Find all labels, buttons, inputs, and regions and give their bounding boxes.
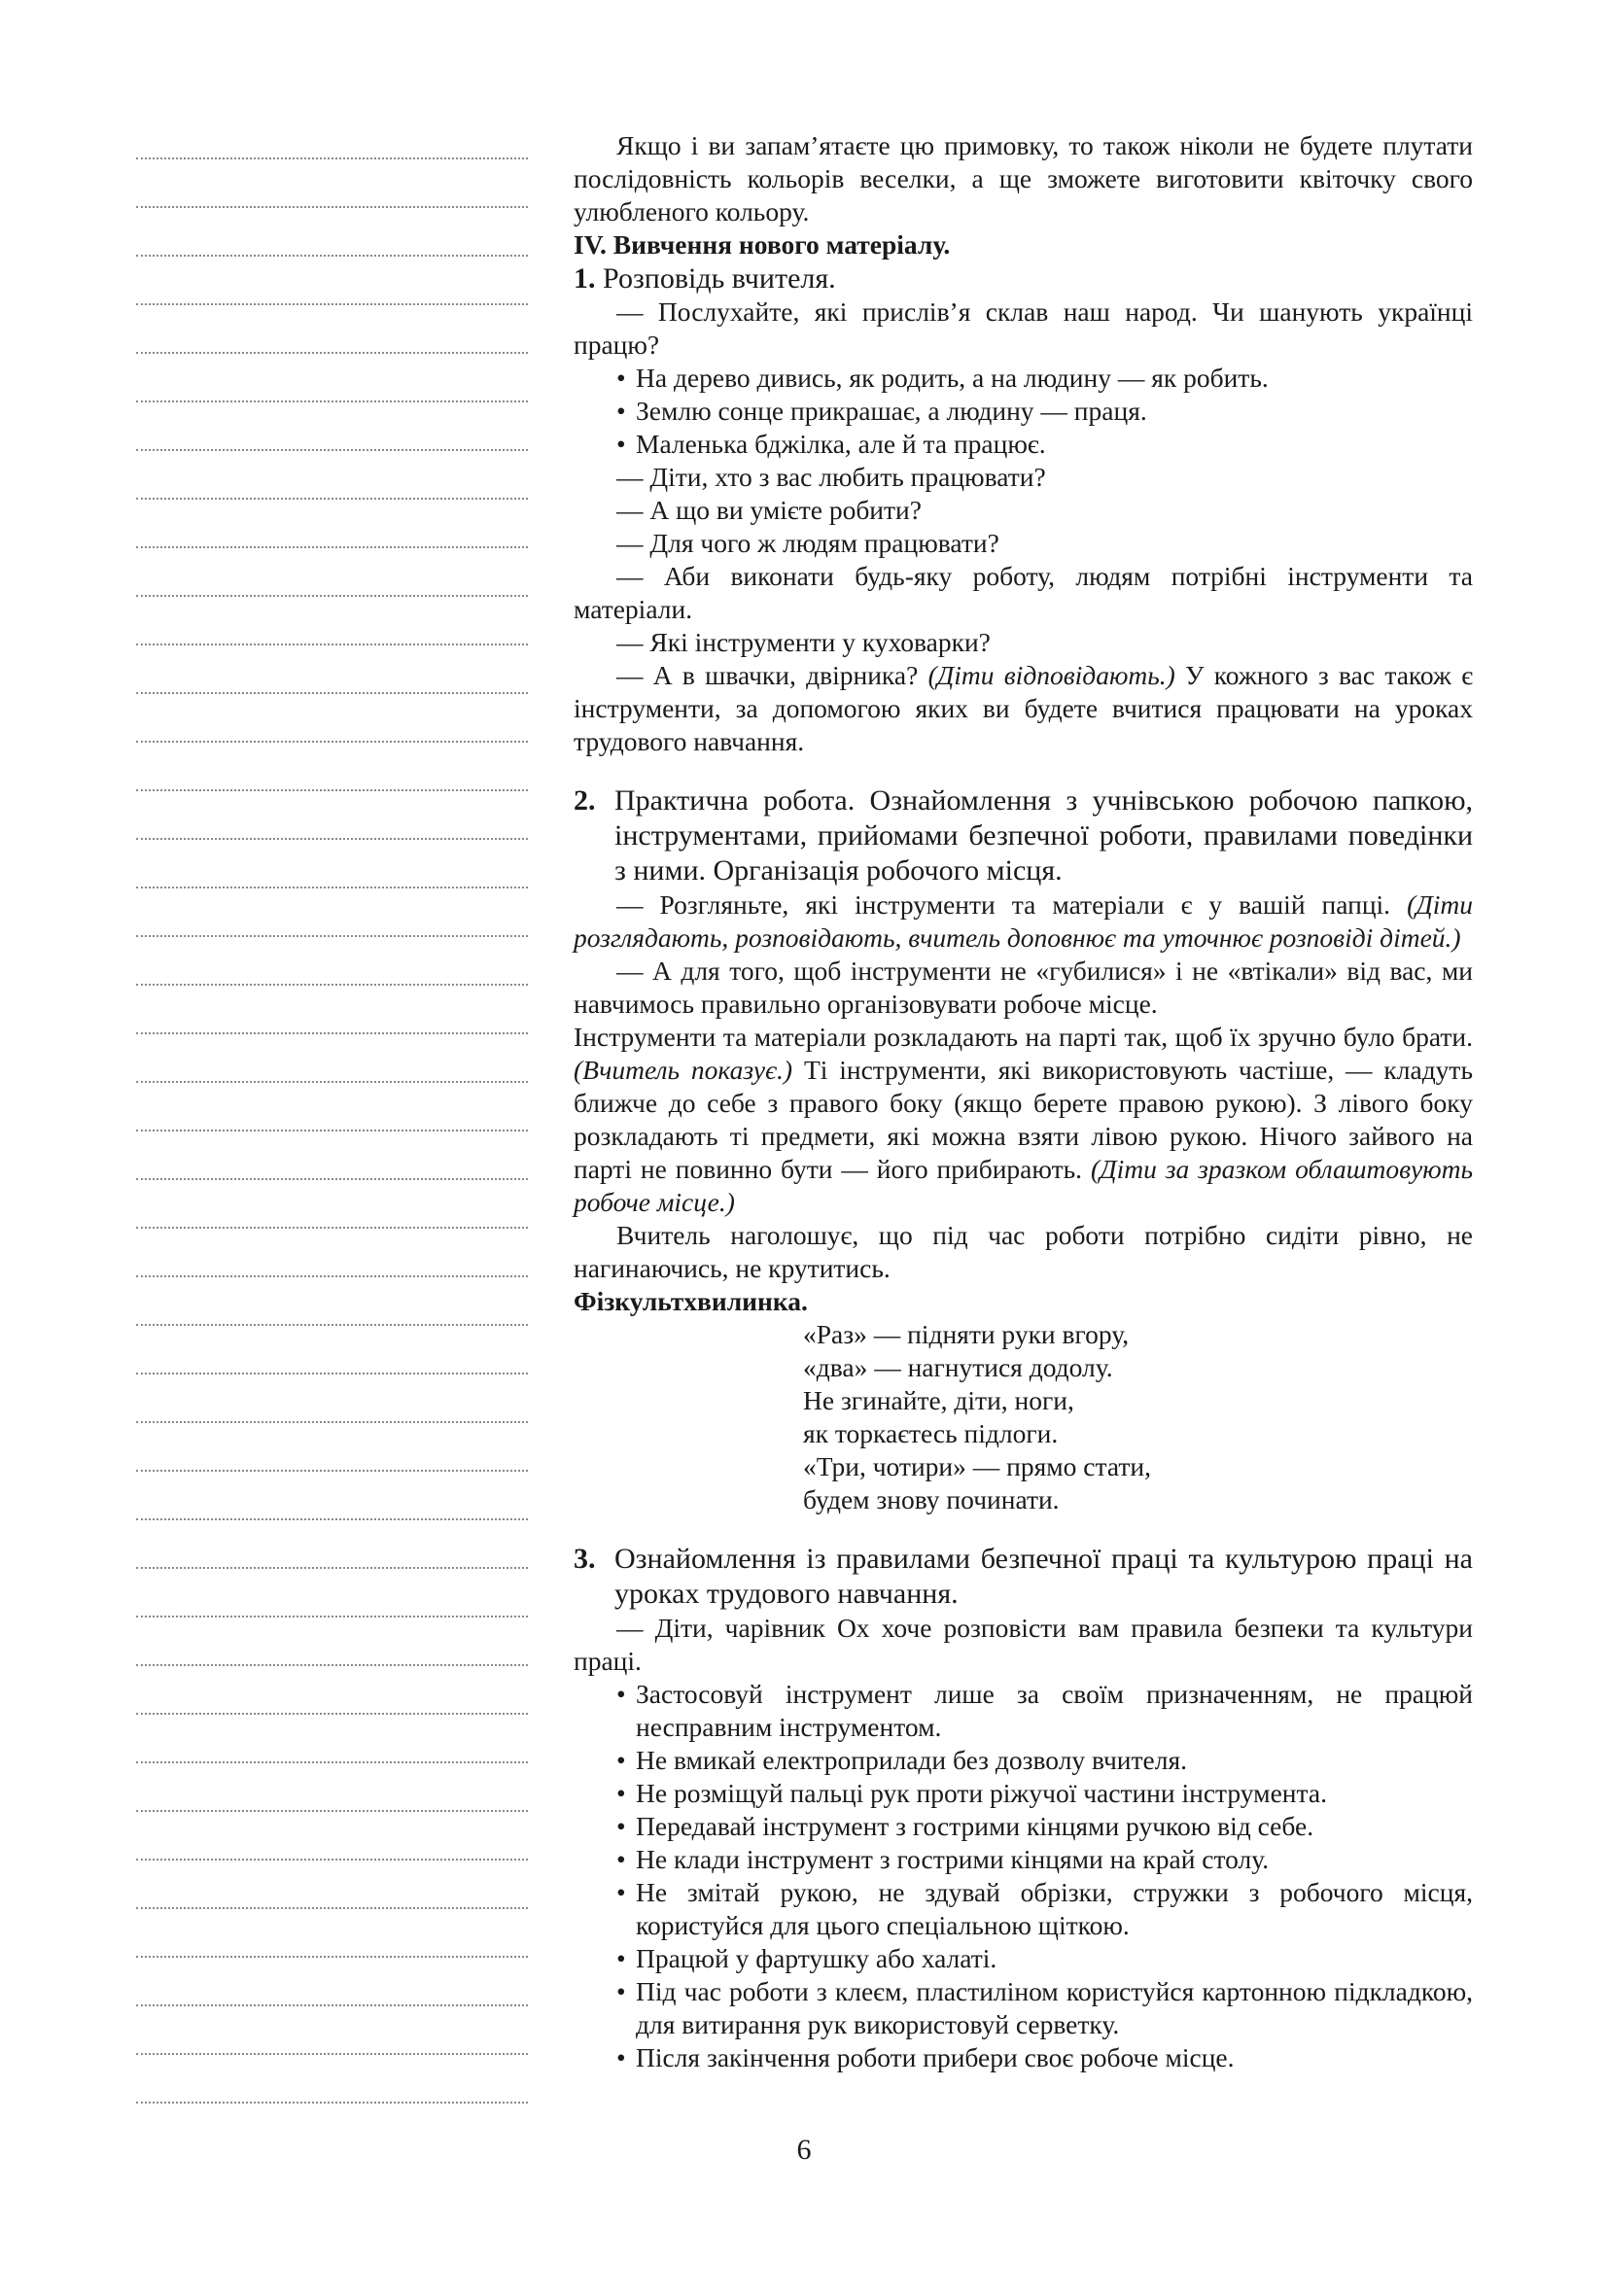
page-number: 6 — [796, 2134, 812, 2166]
item3-number: 3. — [574, 1543, 596, 1575]
note-line — [136, 157, 528, 159]
dialog-line: — Діти, хто з вас любить працювати? — [616, 462, 1046, 492]
bullet-icon: • — [616, 1745, 626, 1775]
list-item: • Після закінчення роботи прибери своє робоче місце. — [616, 2042, 1235, 2072]
note-line — [136, 1470, 528, 1472]
dialog-line: — Аби виконати будь-яку роботу, людям потрібні інструменти та матеріали. — [574, 561, 1473, 624]
bullet-icon: • — [616, 1943, 626, 1973]
item1-heading — [574, 261, 1473, 296]
note-line — [136, 2102, 528, 2104]
bullet-icon: • — [616, 429, 626, 459]
note-line — [136, 1227, 528, 1229]
item2-title: Практична робота. Ознайомлення з учнівською робочою папкою, інструментами, прийомами безпечної роботи, правилами поведінки з ними. Організація робочого місця. — [614, 784, 1473, 887]
intro-paragraph: Якщо і ви запам’ятаєте цю примовку, то також ніколи не будете плутати послідовність кольорів веселки, а ще зможете виготовити квіточку свого улюбленого кольору. — [574, 130, 1473, 226]
poem-line: «два» — нагнутися додолу. — [803, 1352, 1113, 1382]
note-line — [136, 838, 528, 840]
note-line — [136, 206, 528, 208]
list-item: • Не змітай рукою, не здувай обрізки, стружки з робочого місця, користуйся для цього спеціальною щіткою. — [616, 1877, 1473, 1940]
item2-paragraph: — А для того, щоб інструменти не «губилися» і не «втікали» від вас, ми навчимось правильно організовувати робоче місце. — [574, 956, 1473, 1019]
note-line — [136, 935, 528, 937]
dialog-line-last: — А в швачки, двірника? (Діти відповідають.) У кожного з вас також є інструменти, за допомогою яких ви будете вчитися працювати на уроках трудового навчання. — [574, 660, 1474, 756]
note-line — [136, 1956, 528, 1958]
note-line — [136, 1178, 528, 1180]
item2-paragraph: Вчитель наголошує, що під час роботи потрібно сидіти рівно, не нагинаючись, не крутитись. — [574, 1220, 1473, 1283]
rules-list — [574, 1678, 1473, 2074]
list-item: • Маленька бджілка, але й та працює. — [616, 429, 1046, 459]
note-line — [136, 546, 528, 548]
note-line — [136, 1032, 528, 1034]
note-line — [136, 2004, 528, 2006]
bullet-icon: • — [616, 1778, 626, 1808]
note-line — [136, 255, 528, 257]
list-item: • Під час роботи з клеєм, пластиліном користуйся картонною підкладкою, для витирання рук використовуй серветку. — [616, 1976, 1473, 2039]
note-line — [136, 1518, 528, 1520]
item1-number: 1. — [574, 262, 596, 295]
note-line — [136, 644, 528, 645]
note-line — [136, 1421, 528, 1423]
proverb-list — [574, 362, 1473, 461]
note-line — [136, 1567, 528, 1569]
note-line — [136, 303, 528, 305]
bullet-icon: • — [616, 1976, 626, 2006]
note-line — [136, 498, 528, 500]
list-item: • Передавай інструмент з гострими кінцями ручкою від себе. — [616, 1811, 1314, 1841]
note-line — [136, 984, 528, 986]
poem-line: «Три, чотири» — прямо стати, — [803, 1451, 1151, 1481]
dialog-line: — А що ви умієте робити? — [616, 495, 922, 525]
item1-question: — Послухайте, які прислів’я склав наш народ. Чи шанують українці працю? — [574, 296, 1473, 360]
note-line — [136, 789, 528, 791]
list-item: • На дерево дивись, як родить, а на людину — як робить. — [616, 363, 1269, 393]
item1-title: Розповідь вчителя. — [603, 262, 836, 295]
page-content — [574, 129, 1473, 2074]
list-item: • Не вмикай електроприлади без дозволу вчителя. — [616, 1745, 1187, 1775]
list-item: • Землю сонце прикрашає, а людину — праця. — [616, 396, 1147, 426]
dialog-line: — Для чого ж людям працювати? — [616, 528, 999, 558]
poem-line: як торкаєтесь підлоги. — [803, 1418, 1059, 1448]
bullet-icon: • — [616, 396, 626, 426]
note-line — [136, 449, 528, 451]
note-line — [136, 400, 528, 402]
bullet-icon: • — [616, 1679, 626, 1709]
item2-paragraph: Інструменти та матеріали розкладають на парті так, щоб їх зручно було брати. (Вчитель показує.) Ті інструменти, які використовують частіше, — кладуть ближче до себе з правого боку (якщо берете правою рукою). З лівого боку розкладають ті предмети, які можна взяти лівою рукою. Нічого зайвого на парті не повинно бути — його прибирають. (Діти за зразком облаштовують робоче місце.) — [574, 1022, 1474, 1217]
bullet-icon: • — [616, 1877, 626, 1907]
item3-intro: — Діти, чарівник Ох хоче розповісти вам правила безпеки та культури праці. — [574, 1613, 1473, 1676]
note-line — [136, 1713, 528, 1715]
note-line — [136, 741, 528, 743]
list-item: • Не розміщуй пальці рук проти ріжучої частини інструмента. — [616, 1778, 1327, 1808]
section-heading: IV. Вивчення нового матеріалу. — [574, 229, 951, 260]
bullet-icon: • — [616, 2042, 626, 2072]
note-line — [136, 1664, 528, 1666]
note-line — [136, 887, 528, 888]
note-line — [136, 1373, 528, 1374]
note-line — [136, 1810, 528, 1812]
note-line — [136, 1081, 528, 1083]
item3-title: Ознайомлення із правилами безпечної праці та культурою праці на уроках трудового навчання. — [614, 1543, 1473, 1610]
poem-line: Не згинайте, діти, ноги, — [803, 1385, 1074, 1415]
poem — [803, 1318, 1473, 1516]
note-line — [136, 595, 528, 597]
list-item: • Застосовуй інструмент лише за своїм призначенням, не працюй несправним інструментом. — [616, 1679, 1473, 1742]
bullet-icon: • — [616, 1844, 626, 1874]
list-item: • Працюй у фартушку або халаті. — [616, 1943, 997, 1973]
note-line — [136, 1130, 528, 1131]
item2-number: 2. — [574, 784, 596, 817]
item2-heading — [574, 783, 1473, 888]
item3-heading — [574, 1542, 1473, 1612]
note-line — [136, 1761, 528, 1763]
dialog-line: — Які інструменти у куховарки? — [616, 627, 991, 657]
poem-line: будем знову починати. — [803, 1484, 1060, 1514]
note-line — [136, 1616, 528, 1618]
bullet-icon: • — [616, 1811, 626, 1841]
poem-line: «Раз» — підняти руки вгору, — [803, 1319, 1130, 1349]
note-line — [136, 692, 528, 694]
physical-heading: Фізкультхвилинка. — [574, 1286, 808, 1316]
note-line — [136, 1907, 528, 1909]
note-line — [136, 352, 528, 354]
note-line — [136, 1324, 528, 1326]
note-line — [136, 1859, 528, 1861]
note-line — [136, 1275, 528, 1277]
note-line — [136, 2053, 528, 2055]
list-item: • Не клади інструмент з гострими кінцями на край столу. — [616, 1844, 1270, 1874]
item2-paragraph: — Розгляньте, які інструменти та матеріали є у вашій папці. (Діти розглядають, розповідають, вчитель доповнює та уточнює розповіді дітей.) — [574, 889, 1473, 953]
notes-margin — [136, 157, 528, 2150]
bullet-icon: • — [616, 363, 626, 393]
